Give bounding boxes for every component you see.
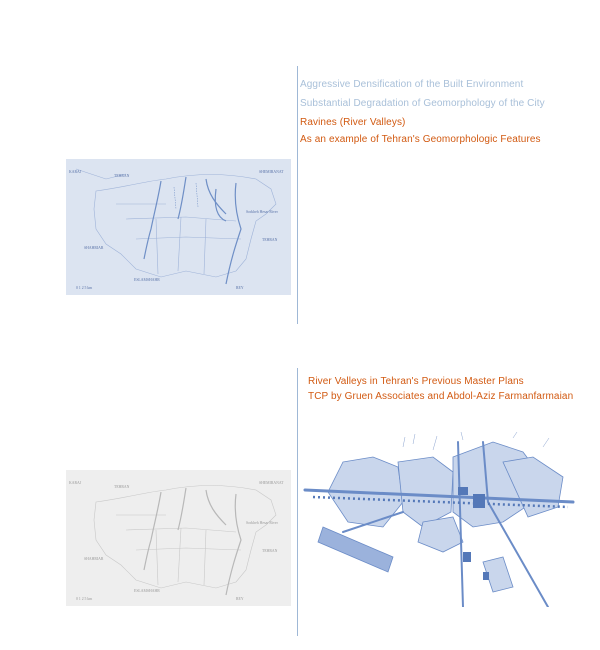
map-label-tehran: TEHRAN bbox=[114, 174, 130, 178]
map2-label-shahriar: SHAHRIAR bbox=[84, 557, 104, 561]
map-label-tehran-east: TEHRAN bbox=[262, 238, 278, 242]
map-label-shahriar: SHAHRIAR bbox=[84, 246, 104, 250]
heading-tcp: TCP by Gruen Associates and Abdol-Aziz Farmanfarmaian bbox=[308, 391, 574, 402]
map-label-karaj: KARAJ bbox=[69, 170, 82, 174]
map-scale-bar: 0 1 2 5 km bbox=[76, 286, 93, 290]
heading-master-plans: River Valleys in Tehran's Previous Master Plans bbox=[308, 376, 524, 387]
heading-degradation: Substantial Degradation of Geomorphology of the City bbox=[300, 98, 545, 109]
map2-label-shemiranat: SHEMIRANAT bbox=[259, 481, 284, 485]
tehran-river-valleys-map-gray bbox=[66, 470, 291, 606]
map-label-valley: Sorkheh Hesar River bbox=[246, 210, 278, 214]
map-label-rey: REY bbox=[236, 286, 244, 290]
tehran-river-valleys-map bbox=[66, 159, 291, 295]
map2-label-valley: Sorkheh Hesar River bbox=[246, 521, 278, 525]
heading-ravines: Ravines (River Valleys) bbox=[300, 117, 406, 128]
map2-label-eslamshahr: ESLAMSHAHR bbox=[134, 589, 160, 593]
tcp-master-plan-drawing bbox=[303, 432, 575, 607]
map-label-shemiranat: SHEMIRANAT bbox=[259, 170, 284, 174]
heading-example: As an example of Tehran's Geomorphologic Features bbox=[300, 134, 541, 145]
map2-label-tehran-east: TEHRAN bbox=[262, 549, 278, 553]
vertical-divider-top bbox=[297, 66, 298, 324]
map2-label-rey: REY bbox=[236, 597, 244, 601]
map2-label-tehran: TEHRAN bbox=[114, 485, 130, 489]
heading-densification: Aggressive Densification of the Built Environment bbox=[300, 79, 524, 90]
map-label-eslamshahr: ESLAMSHAHR bbox=[134, 278, 160, 282]
map2-scale-bar: 0 1 2 5 km bbox=[76, 597, 93, 601]
vertical-divider-bottom bbox=[297, 368, 298, 636]
map2-label-karaj: KARAJ bbox=[69, 481, 82, 485]
